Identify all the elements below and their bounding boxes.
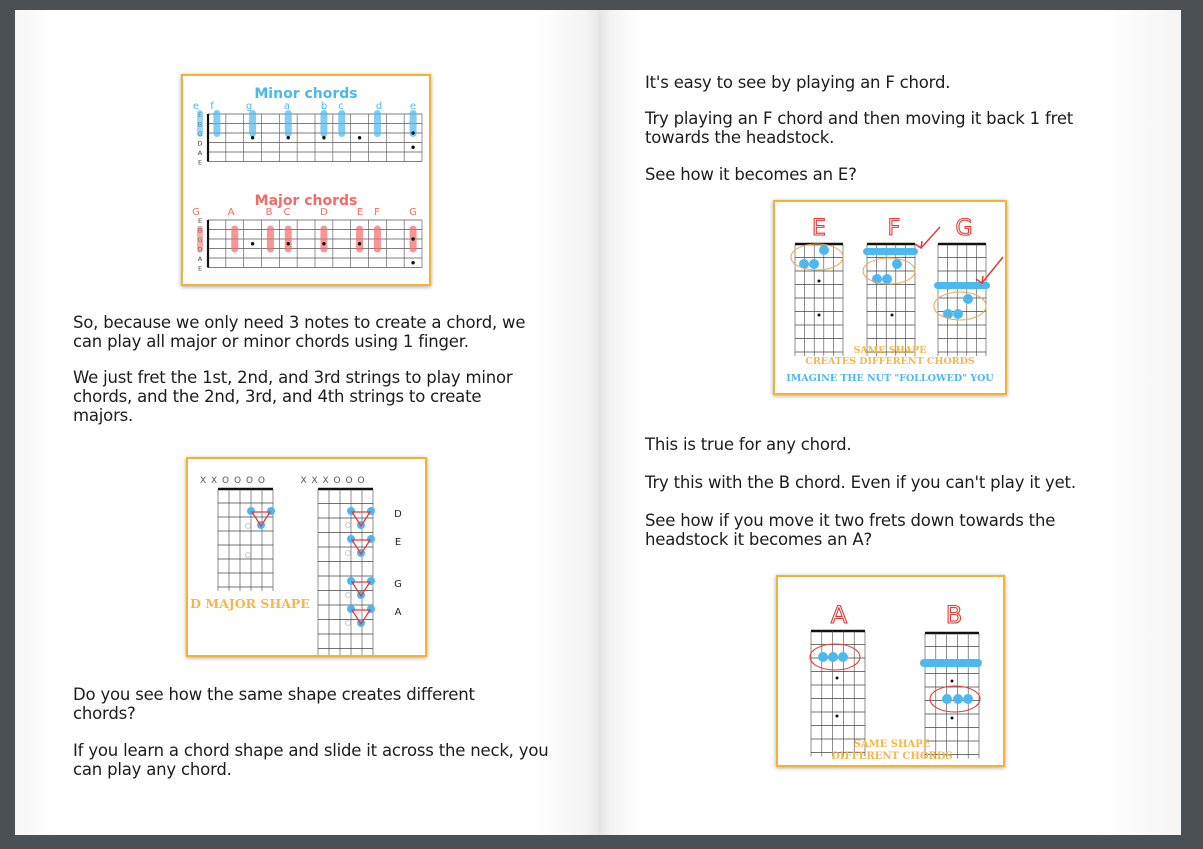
efg-diagram [775, 202, 1005, 393]
fret-marker-dot [322, 242, 325, 245]
chord-bar [320, 110, 327, 137]
finger-dot [963, 694, 973, 704]
fret-marker-dot [358, 136, 361, 139]
fret-marker-dot [891, 314, 894, 317]
chord-bar [374, 226, 381, 253]
chord-name-a: A [830, 601, 848, 629]
note-label: A [227, 207, 235, 218]
fret-marker-dot [287, 242, 290, 245]
note-label: G [192, 207, 200, 218]
chord-bar [249, 110, 256, 137]
arrow-icon [982, 257, 1003, 283]
open-strings-right: X X X O O O [300, 476, 366, 486]
efg-caption-line1: SAME SHAPE [853, 345, 927, 356]
d-shape-diagram [188, 459, 425, 655]
figure-minor-major-chords [181, 74, 431, 286]
note-label: d [375, 101, 383, 112]
fret-marker-dot [251, 242, 254, 245]
fret-marker-circle [246, 553, 251, 558]
paragraph-f-chord-easy: It's easy to see by playing an F chord. [645, 73, 951, 92]
paragraph-three-notes: So, because we only need 3 notes to create a chord, we can play all major or minor chords using 1 finger. [73, 313, 526, 351]
chord-name-f: F [887, 216, 901, 241]
fret-marker-circle [346, 621, 351, 626]
note-label: B [265, 207, 273, 218]
note-label: G [409, 207, 417, 218]
fret-marker-dot [836, 677, 839, 680]
note-label: b [320, 101, 328, 112]
note-label: f [210, 101, 214, 112]
paragraph-two-frets-down: See how if you move it two frets down towards the headstock it becomes an A? [645, 511, 1056, 549]
note-label: F [374, 207, 380, 218]
fret-marker-dot [358, 242, 361, 245]
note-label: e [409, 101, 417, 112]
arrow-head-icon [976, 276, 983, 283]
string-highlight [197, 110, 203, 137]
barre-bar [863, 248, 918, 255]
fret-marker-dot [411, 131, 414, 134]
chord-label-e: E [394, 537, 402, 548]
major-chords-title: Major chords [254, 193, 358, 209]
string-name-label: E [197, 158, 203, 167]
chord-bar [213, 110, 220, 137]
fret-marker-dot [818, 280, 821, 283]
fret-marker-dot [951, 680, 954, 683]
fret-marker-dot [411, 261, 414, 264]
fret-marker-circle [346, 593, 351, 598]
chord-bar [338, 110, 345, 137]
chord-bar [320, 226, 327, 253]
chord-bar [267, 226, 274, 253]
string-name-label: E [197, 264, 203, 273]
fret-marker-dot [251, 136, 254, 139]
fret-marker-circle [346, 523, 351, 528]
chord-name-g: G [955, 216, 973, 241]
fret-marker-dot [287, 136, 290, 139]
finger-dot [838, 652, 848, 662]
finger-dot [882, 274, 892, 284]
finger-dot [953, 309, 963, 319]
chord-bar [285, 110, 292, 137]
finger-dot [809, 259, 819, 269]
chord-bar [285, 226, 292, 253]
paragraph-fret-strings: We just fret the 1st, 2nd, and 3rd strings to play minor chords, and the 2nd, 3rd, and 4th strings to create majors. [73, 368, 513, 425]
figure-efg-chords [773, 200, 1007, 395]
note-label: a [283, 101, 291, 112]
ab-caption-line1: SAME SHAPE [853, 739, 931, 750]
string-highlight [197, 226, 203, 253]
left-page [15, 10, 598, 835]
paragraph-true-any-chord: This is true for any chord. [645, 435, 852, 454]
fret-marker-dot [951, 717, 954, 720]
chord-name-b: B [945, 601, 963, 629]
paragraph-same-shape-question: Do you see how the same shape creates different chords? [73, 685, 475, 723]
finger-dot [963, 294, 973, 304]
scales-diagram [183, 76, 429, 284]
d-major-shape-caption: D MAJOR SHAPE [190, 596, 310, 611]
chord-bar [356, 226, 363, 253]
book-spread [15, 10, 1181, 835]
finger-dot [892, 259, 902, 269]
string-name-label: A [197, 255, 203, 263]
barre-bar [920, 659, 982, 667]
note-label: D [320, 207, 328, 218]
finger-dot [942, 694, 952, 704]
paragraph-slide-shape: If you learn a chord shape and slide it across the neck, you can play any chord. [73, 741, 549, 779]
arrow-head-icon [915, 241, 922, 248]
fret-marker-circle [346, 551, 351, 556]
fret-marker-dot [836, 715, 839, 718]
fret-marker-dot [818, 314, 821, 317]
efg-caption-line2: CREATES DIFFERENT CHORDS [805, 356, 975, 367]
chord-label-a: A [394, 607, 402, 618]
figure-d-major-shape [186, 457, 427, 657]
paragraph-move-back-fret: Try playing an F chord and then moving it back 1 fret towards the headstock. [645, 109, 1074, 147]
string-name-label: E [197, 217, 203, 225]
chord-label-g: G [394, 579, 402, 590]
right-page [598, 10, 1181, 835]
chord-bar [374, 110, 381, 137]
paragraph-becomes-e: See how it becomes an E? [645, 165, 857, 184]
note-label: E [356, 207, 364, 218]
fret-marker-circle [246, 524, 251, 529]
note-label: C [283, 207, 291, 218]
fret-marker-dot [322, 136, 325, 139]
fret-marker-dot [411, 146, 414, 149]
paragraph-try-b-chord: Try this with the B chord. Even if you can't play it yet. [645, 473, 1076, 492]
chord-label-d: D [394, 509, 402, 520]
ab-caption-line2: DIFFERENT CHORDS [831, 751, 953, 762]
ab-diagram [778, 577, 1003, 765]
fret-marker-dot [411, 237, 414, 240]
string-name-label: A [197, 149, 203, 157]
note-label: c [338, 101, 344, 112]
figure-ab-chords [776, 575, 1005, 767]
minor-chords-title: Minor chords [254, 86, 358, 102]
chord-name-e: E [812, 216, 826, 241]
finger-dot [828, 652, 838, 662]
arrow-icon [921, 227, 940, 248]
chord-bar [231, 226, 238, 253]
efg-caption-line3: IMAGINE THE NUT "FOLLOWED" YOU [786, 373, 994, 384]
finger-dot [818, 652, 828, 662]
open-strings-left: X X O O O O [200, 476, 266, 486]
finger-dot [819, 245, 829, 255]
finger-dot [953, 694, 963, 704]
string-name-label: D [197, 139, 203, 148]
note-label: e [192, 101, 200, 112]
note-label: g [245, 101, 253, 112]
